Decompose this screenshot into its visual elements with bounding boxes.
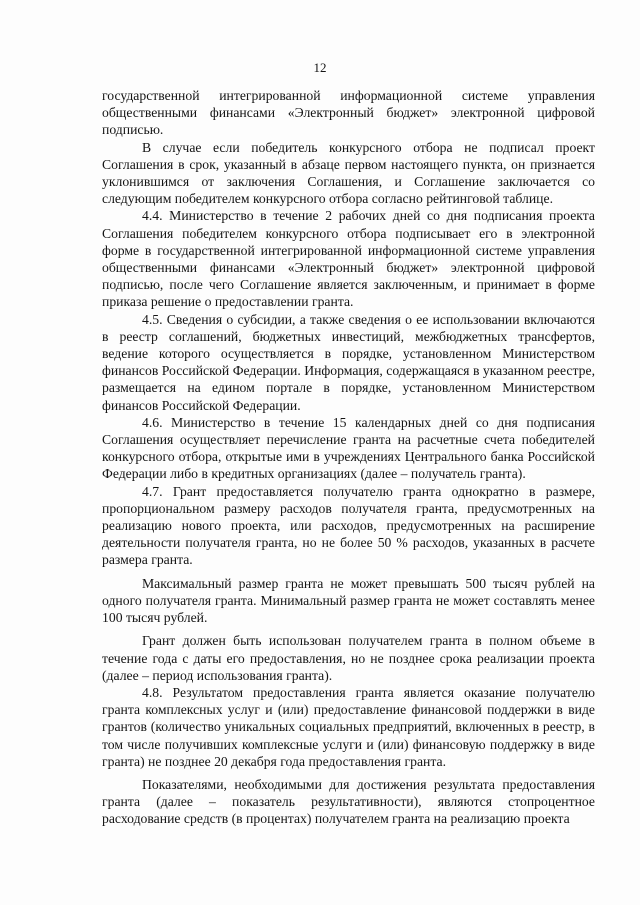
paragraph-continuation: государственной интегрированной информационной системе управления общественными финансами «Электронный бюджет» электронной цифровой подписью. [102, 88, 595, 138]
paragraph-grant-usage-period: Грант должен быть использован получателем гранта в полном объеме в течение года с даты его предоставления, но не позднее срока реализации проекта (далее – период использования гранта). [102, 633, 595, 683]
paragraph-4-6: 4.6. Министерство в течение 15 календарных дней со дня подписания Соглашения осуществляет перечисление гранта на расчетные счета победителей конкурсного отбора, открытые ими в учреждениях Центрального банка Российской Федерации либо в кредитных организациях (далее – получатель гранта). [102, 414, 595, 482]
paragraph-evasion-clause: В случае если победитель конкурсного отбора не подписал проект Соглашения в срок, указанный в абзаце первом настоящего пункта, он признается уклонившимся от заключения Соглашения, и Соглашение заключается со следующим победителем конкурсного отбора согласно рейтинговой таблице. [102, 139, 595, 207]
paragraph-4-8: 4.8. Результатом предоставления гранта является оказание получателю гранта комплексных услуг и (или) предоставление финансовой поддержки в виде грантов (количество уникальных социальных предприятий, включенных в реестр, в том числе получивших комплексные услуги и (или) финансовую поддержку в виде гранта) не позднее 20 декабря года предоставления гранта. [102, 684, 595, 769]
paragraph-4-7: 4.7. Грант предоставляется получателю гранта однократно в размере, пропорциональном размеру расходов получателя гранта, предусмотренных на реализацию нового проекта, или расходов, предусмотренных на расширение деятельности получателя гранта, но не более 50 % расходов, указанных в расчете размера гранта. [102, 483, 595, 568]
paragraph-grant-limits: Максимальный размер гранта не может превышать 500 тысяч рублей на одного получателя гранта. Минимальный размер гранта не может составлять менее 100 тысяч рублей. [102, 575, 595, 626]
paragraph-4-5: 4.5. Сведения о субсидии, а также сведения о ее использовании включаются в реестр соглашений, бюджетных инвестиций, межбюджетных трансфертов, ведение которого осуществляется в порядке, установленном Министерством финансов Российской Федерации. Информация, содержащаяся в указанном реестре, размещается на едином портале в порядке, установленном Министерством финансов Российской Федерации. [102, 311, 595, 413]
body-text [102, 87, 595, 828]
paragraph-performance-indicators: Показателями, необходимыми для достижения результата предоставления гранта (далее – показатель результативности), являются стопроцентное расходование средств (в процентах) получателем гранта на реализацию проекта [102, 776, 595, 827]
paragraph-4-4: 4.4. Министерство в течение 2 рабочих дней со дня подписания проекта Соглашения победителем конкурсного отбора подписывает его в электронной форме в государственной интегрированной информационной системе управления общественными финансами «Электронный бюджет» электронной цифровой подписью, после чего Соглашение является заключенным, и принимает в форме приказа решение о предоставлении гранта. [102, 208, 595, 310]
page-number: 12 [313, 60, 327, 75]
